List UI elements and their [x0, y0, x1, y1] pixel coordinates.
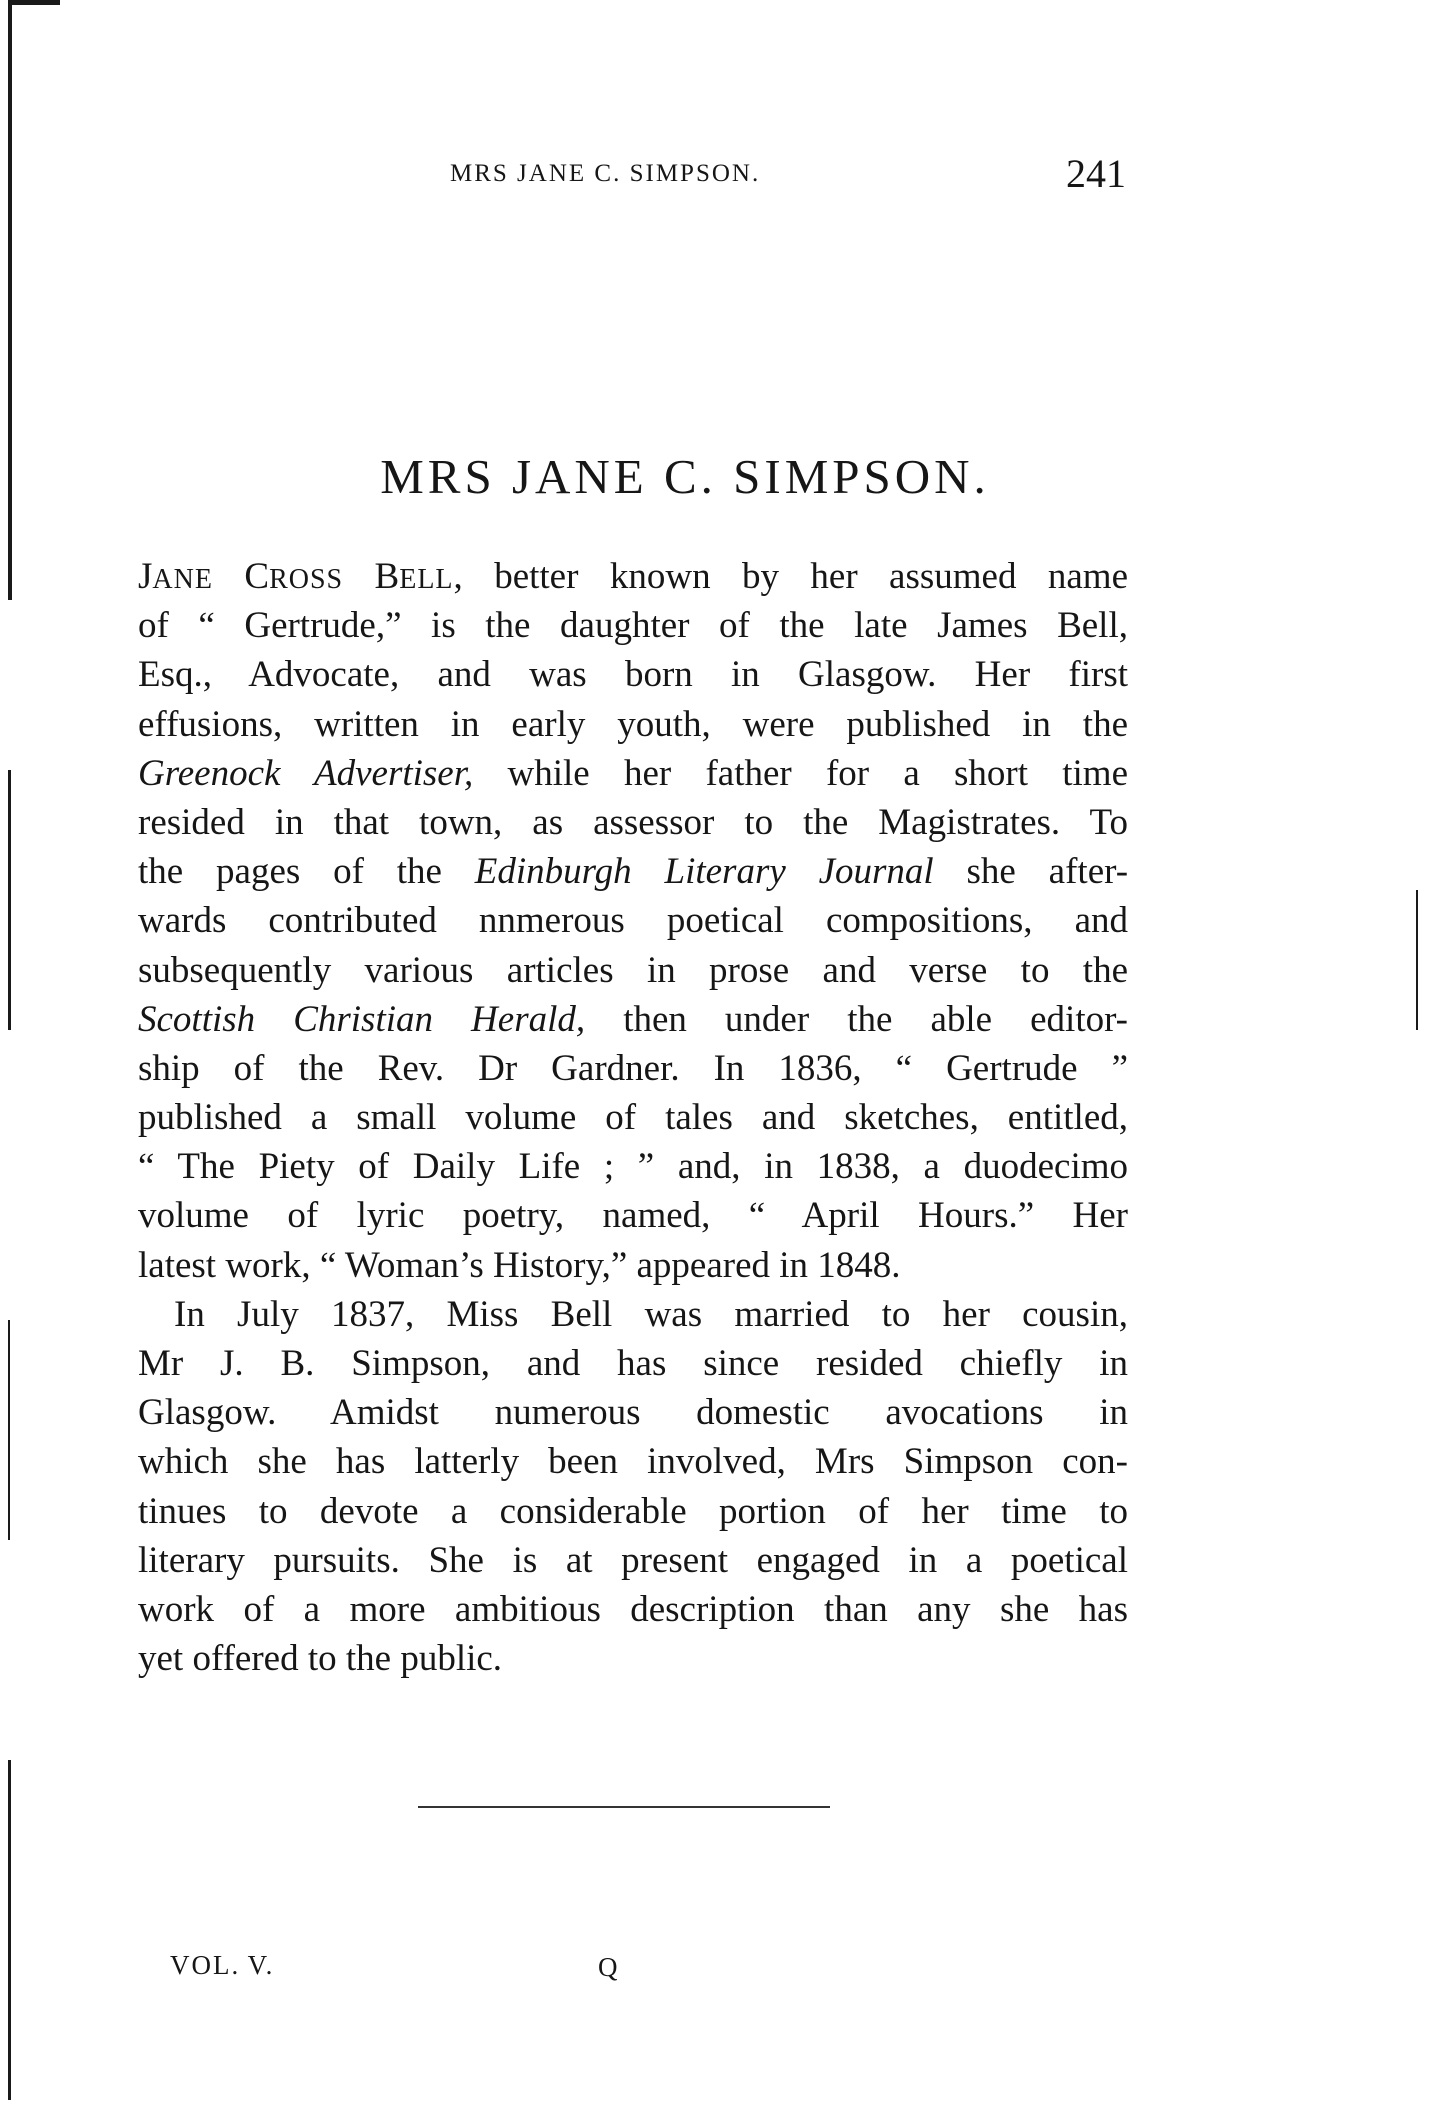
chapter-title: MRS JANE C. SIMPSON. — [380, 449, 990, 504]
text-segment: while her father for a short time — [507, 752, 1129, 794]
text-line: Esq., Advocate, and was born in Glasgow. Her first — [138, 654, 1128, 696]
text-line: yet offered to the public. — [138, 1638, 503, 1680]
scan-edge-mark — [1416, 890, 1418, 1030]
running-head: MRS JANE C. SIMPSON. — [450, 160, 761, 187]
text-line: of “ Gertrude,” is the daughter of the late James Bell, — [138, 605, 1128, 647]
text-line: Glasgow. Amidst numerous domestic avocations in — [138, 1392, 1128, 1434]
scan-edge-mark — [8, 1760, 11, 2100]
page-number: 241 — [1066, 151, 1126, 196]
subject-last-name: BELL, — [374, 556, 463, 597]
text-line: which she has latterly been involved, Mrs Simpson con- — [138, 1441, 1128, 1483]
volume-signature: VOL. V. — [170, 1950, 275, 1980]
italic-title: Scottish Christian Herald, — [138, 998, 586, 1040]
scan-edge-mark — [8, 1320, 10, 1540]
text-segment: better known by her assumed name — [494, 556, 1129, 597]
italic-title: Greenock Advertiser, — [138, 752, 474, 794]
italic-title: Edinburgh Literary Journal — [474, 851, 934, 893]
text-line: effusions, written in early youth, were published in the — [138, 703, 1128, 745]
text-segment: the pages of the — [138, 851, 442, 893]
text-line: wards contributed nnmerous poetical compositions, and — [138, 900, 1128, 942]
text-line: resided in that town, as assessor to the Magistrates. To — [138, 801, 1128, 843]
text-line: latest work, “ Woman’s History,” appeared in 1848. — [138, 1244, 901, 1286]
subject-middle-name: CROSS — [244, 556, 344, 597]
section-divider — [418, 1806, 830, 1808]
text-line: literary pursuits. She is at present engaged in a poetical — [138, 1539, 1128, 1581]
text-line — [138, 749, 1128, 798]
scan-edge-mark — [8, 770, 11, 1030]
text-line — [138, 995, 1128, 1044]
text-segment: then under the able editor- — [623, 998, 1129, 1040]
signature-letter: Q — [598, 1952, 618, 1982]
text-line: In July 1837, Miss Bell was married to her cousin, — [174, 1293, 1128, 1335]
text-line: ship of the Rev. Dr Gardner. In 1836, “ Gertrude ” — [138, 1047, 1128, 1089]
text-line: subsequently various articles in prose and verse to the — [138, 949, 1128, 991]
text-line: work of a more ambitious description than any she has — [138, 1588, 1128, 1630]
scan-edge-mark — [8, 0, 12, 600]
text-line: “ The Piety of Daily Life ; ” and, in 1838, a duodecimo — [138, 1146, 1128, 1188]
text-line: tinues to devote a considerable portion of her time to — [138, 1490, 1128, 1532]
subject-first-name: JANE — [138, 556, 213, 597]
text-line: volume of lyric poetry, named, “ April Hours.” Her — [138, 1195, 1128, 1237]
text-line — [138, 847, 1128, 896]
text-line — [138, 552, 1128, 601]
text-segment: she after- — [966, 851, 1129, 893]
text-line: Mr J. B. Simpson, and has since resided chiefly in — [138, 1343, 1128, 1384]
scan-edge-mark — [8, 0, 60, 5]
body-text — [138, 552, 1128, 1683]
text-line: published a small volume of tales and sketches, entitled, — [138, 1097, 1128, 1139]
